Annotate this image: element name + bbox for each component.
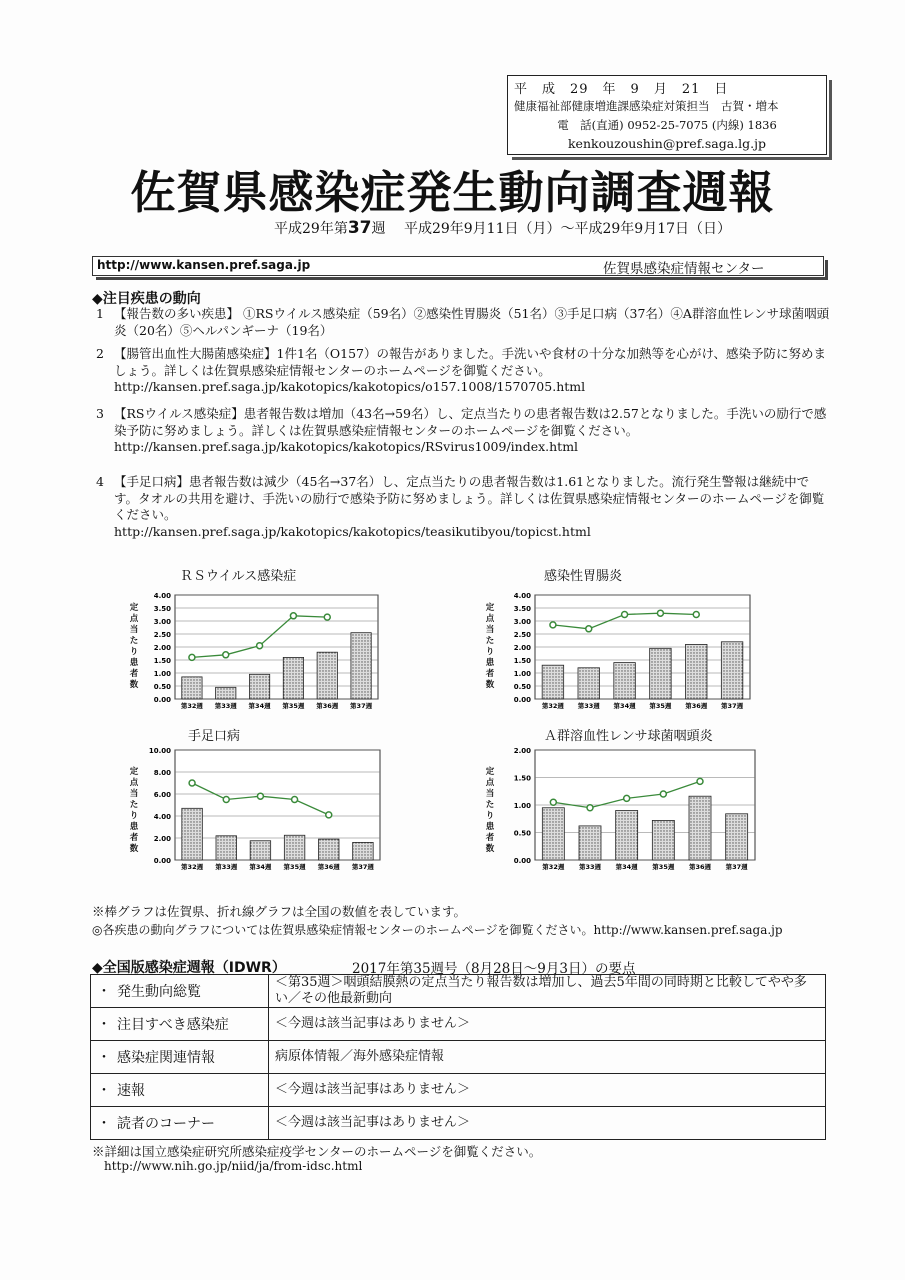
y-tick-label: 2.00	[513, 747, 531, 755]
x-tick-label: 第35週	[283, 863, 306, 871]
table-row: ・ 注目すべき感染症 ＜今週は該当記事はありません＞	[91, 1008, 826, 1041]
y-tick-label: 1.50	[513, 774, 531, 783]
bar	[686, 644, 708, 699]
y-tick-label: 0.00	[153, 857, 171, 865]
chart-svg	[100, 565, 440, 710]
list-item: 4 【手足口病】患者報告数は減少（45名→37名）し、定点当たりの患者報告数は1.61となりました。流行発生警報は継続中です。タオルの共用を避け、手洗いの励行で感染予防に努めましょう。詳しくは佐賀県感染症情報センターのホームページを御覧ください。 http://kansen.pref.saga.jp/kakotopics/kakotopics/teasikutibyou/topicst.html	[96, 474, 831, 540]
x-tick-label: 第35週	[282, 702, 305, 710]
line-point	[189, 654, 195, 660]
line-point	[624, 795, 630, 801]
y-tick-label: 0.00	[153, 696, 171, 704]
line-point	[324, 614, 330, 620]
line-point	[550, 622, 556, 628]
bar	[182, 808, 203, 860]
contact-box	[507, 75, 827, 155]
line-point	[257, 793, 263, 799]
y-tick-label: 1.50	[513, 657, 531, 665]
bar	[650, 648, 672, 699]
y-tick-label: 3.00	[153, 618, 171, 626]
x-tick-label: 第37週	[351, 863, 374, 871]
y-tick-label: 0.00	[513, 696, 531, 704]
y-tick-label: 4.00	[513, 592, 531, 600]
bar	[250, 841, 271, 860]
bar	[182, 677, 202, 699]
line-point	[292, 797, 298, 803]
y-tick-label: 3.50	[153, 605, 171, 613]
y-tick-label: 1.00	[513, 802, 531, 810]
chart-title: ＲＳウイルス感染症	[180, 569, 297, 584]
url-bar	[92, 256, 824, 276]
chart-title: Ａ群溶血性レンサ球菌咽頭炎	[544, 729, 713, 744]
x-tick-label: 第37週	[725, 863, 748, 871]
link[interactable]: http://kansen.pref.saga.jp/kakotopics/kakotopics/teasikutibyou/topicst.html	[114, 523, 591, 539]
link[interactable]: http://kansen.pref.saga.jp/kakotopics/kakotopics/RSvirus1009/index.html	[114, 439, 579, 454]
x-tick-label: 第32週	[541, 702, 564, 710]
section-heading-idwr: ◆全国版感染症週報（IDWR）	[92, 960, 286, 976]
y-tick-label: 10.00	[148, 747, 171, 755]
bar	[319, 839, 340, 860]
y-tick-label: 3.00	[513, 618, 531, 626]
bar	[284, 835, 305, 860]
email[interactable]: kenkouzoushin@pref.saga.lg.jp	[567, 136, 767, 151]
issue-date: 平 成 29 年 9 月 21 日	[514, 82, 729, 97]
x-tick-label: 第36週	[685, 702, 708, 710]
chart-svg	[480, 565, 820, 710]
line-point	[223, 797, 229, 803]
line-point	[622, 612, 628, 618]
table-row: ・ 発生動向総覧 ＜第35週＞咽頭結膜熱の定点当たり報告数は増加し、過去5年間の同時期と比較してやや多い／その他最新動向	[91, 975, 826, 1008]
chart-hfmd	[100, 725, 440, 873]
y-tick-label: 1.50	[153, 657, 171, 665]
line-point	[660, 791, 666, 797]
bar	[283, 657, 303, 699]
section-heading-diseases: ◆注目疾患の動向	[92, 291, 201, 307]
week-period: 平成29年9月11日（月）〜平成29年9月17日（日）	[403, 221, 732, 237]
table-row: ・ 感染症関連情報 病原体情報／海外感染症情報	[91, 1041, 826, 1074]
chart-title: 手足口病	[188, 729, 241, 744]
page-title: 佐賀県感染症発生動向調査週報	[130, 166, 775, 219]
chart-gastroenteritis	[480, 565, 820, 710]
x-tick-label: 第37週	[721, 702, 744, 710]
line-point	[587, 805, 593, 811]
y-tick-label: 0.50	[153, 683, 171, 691]
y-tick-label: 1.00	[513, 670, 531, 678]
bar	[721, 642, 743, 699]
x-tick-label: 第37週	[350, 702, 373, 710]
center-name: 佐賀県感染症情報センター	[603, 261, 765, 277]
bar	[579, 826, 601, 860]
bar	[616, 811, 638, 861]
chart-strep	[480, 725, 825, 873]
table-row: ・ 速報 ＜今週は該当記事はありません＞	[91, 1074, 826, 1107]
y-tick-label: 2.00	[153, 644, 171, 652]
bar	[578, 668, 600, 699]
list-item: 2 【腸管出血性大腸菌感染症】1件1名（O157）の報告がありました。手洗いや食材の十分な加熱等を心がけ、感染予防に努めましょう。詳しくは佐賀県感染症情報センターのホームページを御覧ください。 http://kansen.pref.saga.jp/kakotopics/kakotopics/o157.1008/1570705.html	[96, 346, 831, 396]
bar	[689, 796, 711, 860]
bar	[542, 808, 564, 860]
line-point	[223, 652, 229, 658]
y-tick-label: 0.50	[513, 683, 531, 691]
bar	[542, 665, 564, 699]
line-point	[290, 613, 296, 619]
y-tick-label: 2.50	[153, 631, 171, 639]
idwr-table	[90, 974, 826, 1140]
y-tick-label: 1.00	[153, 670, 171, 678]
week-number: 37	[347, 218, 372, 238]
line-point	[326, 812, 332, 818]
y-tick-label: 2.00	[153, 835, 171, 843]
plot-area	[175, 750, 380, 860]
list-item: 3 【RSウイルス感染症】患者報告数は増加（43名→59名）し、定点当たりの患者報告数は2.57となりました。手洗いの励行で感染予防に努めましょう。詳しくは佐賀県感染症情報センターのホームページを御覧ください。 http://kansen.pref.saga.jp/kakotopics/kakotopics/RSvirus1009/index.html	[96, 406, 831, 456]
chart-svg	[100, 725, 440, 873]
chart-ylabel: 定点当たり患者数	[129, 767, 139, 854]
line-point	[257, 643, 263, 649]
y-tick-label: 6.00	[153, 791, 171, 799]
chart-rs-virus	[100, 565, 440, 710]
list-item: 1 【報告数の多い疾患】 ①RSウイルス感染症（59名）②感染性胃腸炎（51名）③手足口病（37名）④A群溶血性レンサ球菌咽頭炎（20名）⑤ヘルパンギーナ（19名）	[96, 306, 830, 338]
site-url[interactable]: http://www.kansen.pref.saga.jp	[97, 258, 311, 272]
department: 健康福祉部健康増進課感染症対策担当 古賀・増本	[514, 99, 779, 113]
y-tick-label: 2.50	[513, 631, 531, 639]
line-point	[697, 778, 703, 784]
bar	[317, 652, 337, 699]
bar	[216, 836, 237, 860]
bar	[249, 674, 269, 699]
chart-ylabel: 定点当たり患者数	[485, 603, 495, 690]
week-prefix: 平成29年第	[274, 221, 348, 237]
x-tick-label: 第34週	[249, 863, 272, 871]
y-tick-label: 4.00	[153, 813, 171, 821]
chart-ylabel: 定点当たり患者数	[485, 767, 495, 854]
y-tick-label: 0.00	[513, 857, 531, 865]
x-tick-label: 第33週	[215, 863, 238, 871]
line-point	[189, 780, 195, 786]
phone: 電 話(直通) 0952-25-7075 (内線) 1836	[557, 118, 777, 132]
x-tick-label: 第32週	[180, 702, 203, 710]
line-point	[550, 799, 556, 805]
bar	[652, 820, 674, 860]
y-tick-label: 2.00	[513, 644, 531, 652]
x-tick-label: 第36週	[688, 863, 712, 871]
x-tick-label: 第36週	[317, 863, 340, 871]
bar	[353, 842, 374, 860]
x-tick-label: 第33週	[214, 702, 237, 710]
x-tick-label: 第32週	[181, 863, 204, 871]
chart-ylabel: 定点当たり患者数	[129, 603, 139, 690]
footer-note: ※詳細は国立感染症研究所感染症疫学センターのホームページを御覧ください。	[92, 1144, 542, 1159]
y-tick-label: 4.00	[153, 592, 171, 600]
idwr-subheading: 2017年第35週号（8月28日〜9月3日）の要点	[352, 961, 636, 977]
table-row: ・ 読者のコーナー ＜今週は該当記事はありません＞	[91, 1107, 826, 1140]
bar	[351, 633, 371, 699]
x-tick-label: 第34週	[615, 863, 638, 871]
line-point	[693, 612, 699, 618]
x-tick-label: 第32週	[542, 863, 565, 871]
footer-url[interactable]: http://www.nih.go.jp/niid/ja/from-idsc.html	[104, 1159, 363, 1173]
x-tick-label: 第33週	[578, 863, 602, 871]
chart-note-link[interactable]: ◎各疾患の動向グラフについては佐賀県感染症情報センターのホームページを御覧ください。http://www.kansen.pref.saga.jp	[92, 923, 783, 937]
bar	[216, 687, 236, 699]
x-tick-label: 第36週	[316, 702, 339, 710]
issue-line	[274, 218, 731, 238]
x-tick-label: 第34週	[248, 702, 271, 710]
x-tick-label: 第35週	[649, 702, 672, 710]
bar	[614, 663, 636, 699]
chart-title: 感染性胃腸炎	[544, 569, 623, 584]
bar	[726, 814, 748, 860]
y-tick-label: 3.50	[513, 605, 531, 613]
y-tick-label: 0.50	[513, 829, 531, 838]
line-point	[657, 610, 663, 616]
week-suffix: 週	[371, 221, 386, 237]
y-tick-label: 8.00	[153, 769, 171, 777]
x-tick-label: 第33週	[577, 702, 600, 710]
x-tick-label: 第35週	[652, 863, 675, 871]
line-point	[586, 626, 592, 632]
chart-note: ※棒グラフは佐賀県、折れ線グラフは全国の数値を表しています。	[92, 904, 467, 919]
x-tick-label: 第34週	[613, 702, 636, 710]
chart-svg	[480, 725, 825, 873]
link[interactable]: http://kansen.pref.saga.jp/kakotopics/kakotopics/o157.1008/1570705.html	[114, 379, 586, 394]
